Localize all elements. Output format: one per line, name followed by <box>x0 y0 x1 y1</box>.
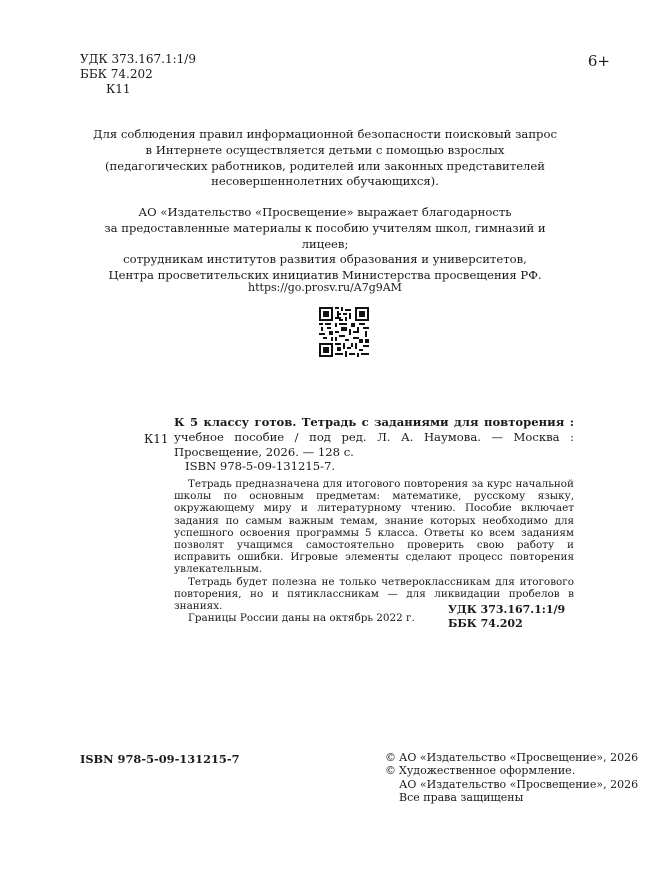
thanks-line: Центра просветительских инициатив Министерства просвещения РФ. <box>108 268 542 283</box>
bbk-code: ББК 74.202 <box>448 617 523 630</box>
thanks-line: сотрудникам институтов развития образования и университетов, <box>123 252 527 267</box>
notice-line: Для соблюдения правил информационной безопасности поисковый запрос <box>93 127 557 141</box>
udk-code: УДК 373.167.1:1/9 <box>80 52 196 66</box>
notice-line: (педагогических работников, родителей или законных представителей <box>104 158 546 173</box>
copyright-icon: © <box>385 764 396 778</box>
resource-url[interactable]: https://go.prosv.ru/A7g9AM <box>248 281 402 294</box>
catalog-code: К11 <box>144 432 169 446</box>
annotation-paragraph: Тетрадь предназначена для итогового повторения за курс начальной школы по основным предметам: математике, русскому языку, окружающему миру и литературному чтению. Пособие включает задания по самым важным темам, знание которых необходимо для успешного освоения программы 5 класса. Ответы ко всем заданиям позволят учащимся самостоятельно проверить свою работу и исправить ошибки. Игровые элементы сделают процесс повторения увлекательным. <box>174 478 574 576</box>
catalog-card <box>174 415 574 461</box>
udk-block-bottom <box>448 603 565 631</box>
copyright-line: АО «Издательство «Просвещение», 2026 <box>399 777 639 791</box>
thanks-line: АО «Издательство «Просвещение» выражает благодарность <box>138 205 512 219</box>
book-title: К 5 классу готов. Тетрадь с заданиями для повторения : <box>174 415 574 429</box>
notice-line: в Интернете осуществляется детьми с помощью взрослых <box>145 142 505 157</box>
acknowledgement <box>80 205 570 284</box>
copyright-line: Художественное оформление. <box>399 764 576 778</box>
safety-notice <box>80 127 570 190</box>
book-description: учебное пособие / под ред. Л. А. Наумова. — Москва : Просвещение, 2026. — 128 с. <box>174 430 574 460</box>
qr-code-icon[interactable] <box>319 307 369 357</box>
annotation-paragraph: Границы России даны на октябрь 2022 г. <box>188 612 415 625</box>
bbk-code: ББК 74.202 <box>80 67 153 81</box>
copyright-line: АО «Издательство «Просвещение», 2026 <box>399 751 639 764</box>
rights-reserved: Все права защищены <box>399 791 524 805</box>
notice-line: несовершеннолетних обучающихся). <box>211 174 439 189</box>
footer-isbn: ISBN 978-5-09-131215-7 <box>80 752 240 766</box>
thanks-line: за предоставленные материалы к пособию учителям школ, гимназий и лицеев; <box>104 220 546 251</box>
copyright-icon: © <box>385 751 396 764</box>
copyright-block <box>385 751 638 805</box>
author-code: К11 <box>106 82 131 96</box>
udk-code: УДК 373.167.1:1/9 <box>448 603 566 616</box>
age-rating: 6+ <box>587 52 610 70</box>
udk-block-top <box>80 52 196 97</box>
annotation-paragraph: Тетрадь будет полезна не только четвероклассникам для итогового повторения, но и пятиклассникам — для ликвидации пробелов в знаниях. <box>174 575 574 613</box>
catalog-isbn: ISBN 978-5-09-131215-7. <box>185 459 336 473</box>
